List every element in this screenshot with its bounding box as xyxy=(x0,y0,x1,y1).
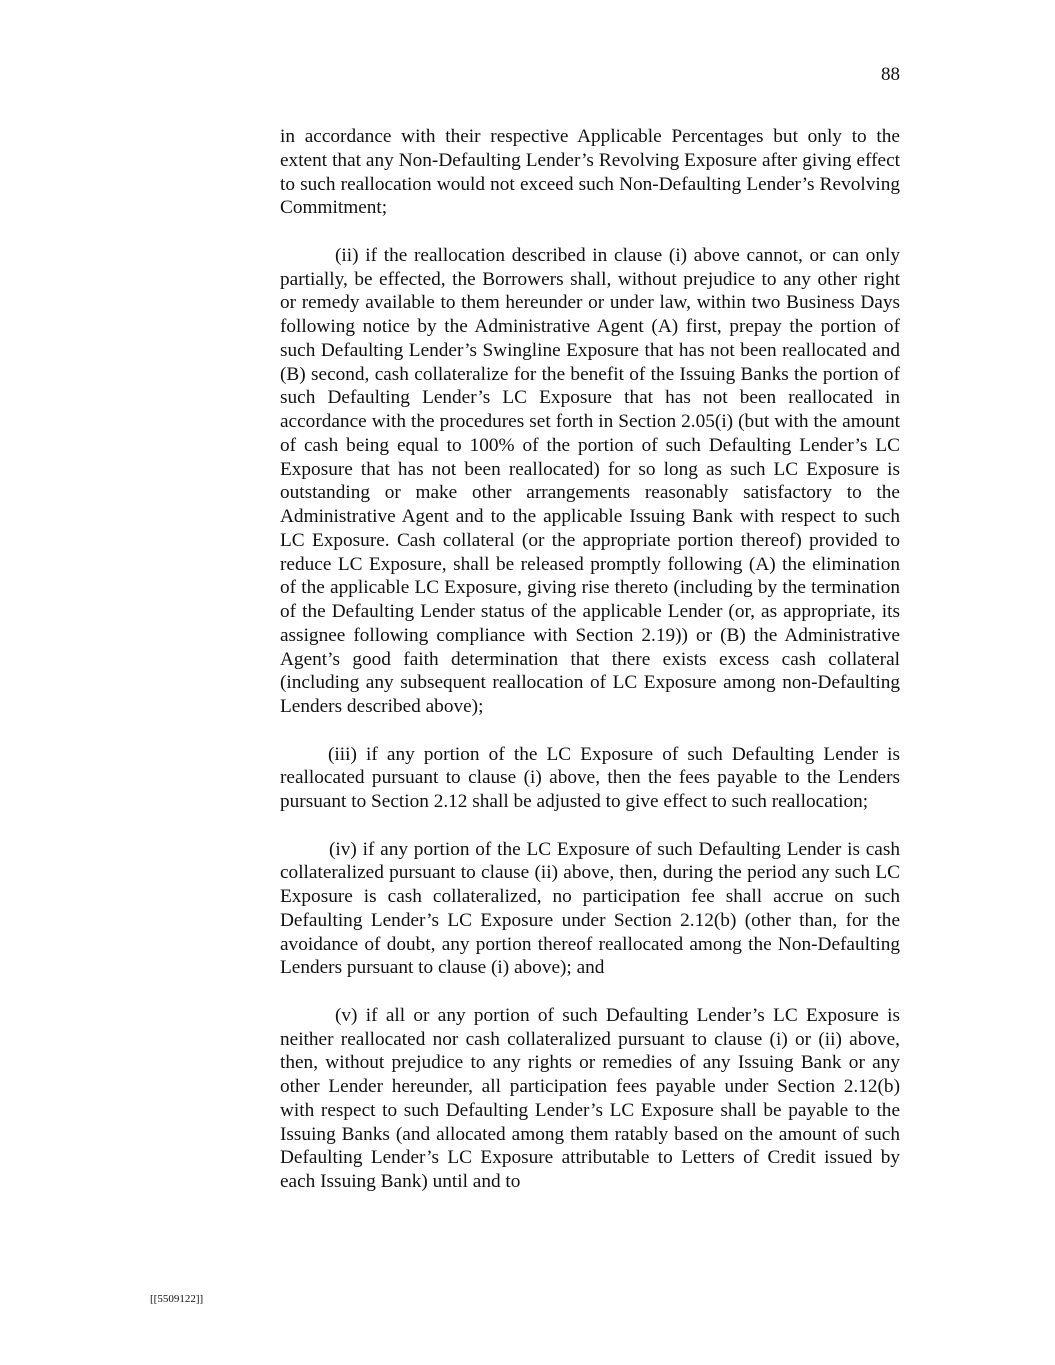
document-footer-id: [[5509122]] xyxy=(150,1293,204,1305)
document-body xyxy=(280,125,900,1218)
page-number: 88 xyxy=(881,64,900,85)
paragraph-clause-v: (v) if all or any portion of such Defaulting Lender’s LC Exposure is neither reallocated nor cash collateralized pursuant to clause (i) or (ii) above, then, without prejudice to any rights or remedies of any Issuing Bank or any other Lender hereunder, all participation fees payable under Section 2.12(b) with respect to such Defaulting Lender’s LC Exposure shall be payable to the Issuing Banks (and allocated among them ratably based on the amount of such Defaulting Lender’s LC Exposure attributable to Letters of Credit issued by each Issuing Bank) until and to xyxy=(280,1004,900,1192)
paragraph-clause-ii: (ii) if the reallocation described in clause (i) above cannot, or can only partially, be effected, the Borrowers shall, without prejudice to any other right or remedy available to them hereunder or under law, within two Business Days following notice by the Administrative Agent (A) first, prepay the portion of such Defaulting Lender’s Swingline Exposure that has not been reallocated and (B) second, cash collateralize for the benefit of the Issuing Banks the portion of such Defaulting Lender’s LC Exposure that has not been reallocated in accordance with the procedures set forth in Section 2.05(i) (but with the amount of cash being equal to 100% of the portion of such Defaulting Lender’s LC Exposure that has not been reallocated) for so long as such LC Exposure is outstanding or make other arrangements reasonably satisfactory to the Administrative Agent and to the applicable Issuing Bank with respect to such LC Exposure. Cash collateral (or the appropriate portion thereof) provided to reduce LC Exposure, shall be released promptly following (A) the elimination of the applicable LC Exposure, giving rise thereto (including by the termination of the Defaulting Lender status of the applicable Lender (or, as appropriate, its assignee following compliance with Section 2.19)) or (B) the Administrative Agent’s good faith determination that there exists excess cash collateral (including any subsequent reallocation of LC Exposure among non-Defaulting Lenders described above); xyxy=(280,244,900,717)
paragraph-clause-iii: (iii) if any portion of the LC Exposure of such Defaulting Lender is reallocated pursuant to clause (i) above, then the fees payable to the Lenders pursuant to Section 2.12 shall be adjusted to give effect to such reallocation; xyxy=(280,743,900,812)
paragraph-clause-iv: (iv) if any portion of the LC Exposure of such Defaulting Lender is cash collateralized pursuant to clause (ii) above, then, during the period any such LC Exposure is cash collateralized, no participation fee shall accrue on such Defaulting Lender’s LC Exposure under Section 2.12(b) (other than, for the avoidance of doubt, any portion thereof reallocated among the Non-Defaulting Lenders pursuant to clause (i) above); and xyxy=(280,838,900,979)
paragraph-continuation: in accordance with their respective Applicable Percentages but only to the extent that any Non-Defaulting Lender’s Revolving Exposure after giving effect to such reallocation would not exceed such Non-Defaulting Lender’s Revolving Commitment; xyxy=(280,126,900,219)
